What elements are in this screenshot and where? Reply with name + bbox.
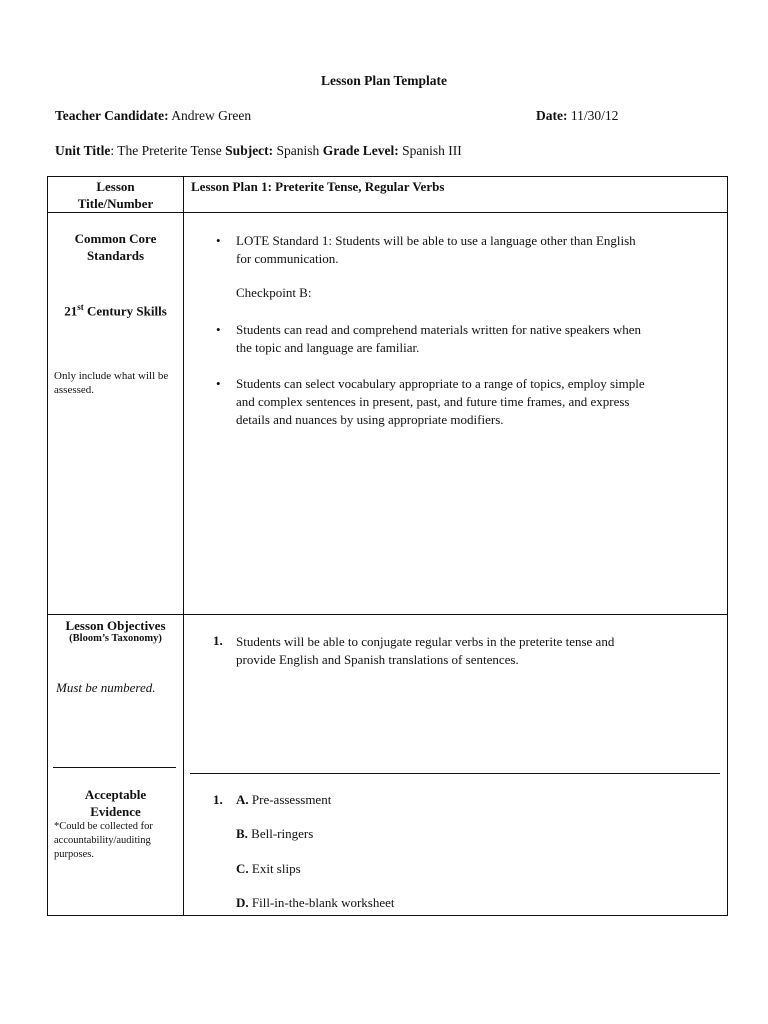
lesson-title-value: Lesson Plan 1: Preterite Tense, Regular Verbs <box>191 179 445 194</box>
unit-line <box>55 143 462 159</box>
grade-label: Grade Level: <box>322 143 399 158</box>
label-line: Title/Number <box>77 196 154 211</box>
item-letter: B. <box>236 826 248 841</box>
label-line: Lesson <box>96 179 135 194</box>
teacher-value: Andrew Green <box>171 108 252 123</box>
item-text: Pre-assessment <box>251 792 332 807</box>
subject-value: Spanish <box>276 143 320 158</box>
bullet-icon: • <box>216 233 221 248</box>
standards-label <box>48 230 183 264</box>
objectives-label: Lesson Objectives <box>65 618 166 633</box>
date-line <box>536 108 618 124</box>
skills-number: 21 <box>64 303 78 319</box>
text-line: purposes. <box>54 849 94 860</box>
label-divider <box>53 767 176 768</box>
date-label: Date: <box>536 108 568 123</box>
text-line: Students can read and comprehend materials written for native speakers when <box>236 322 642 337</box>
teacher-candidate-line <box>55 108 251 124</box>
label-line: Standards <box>86 248 145 263</box>
item-letter: D. <box>236 895 249 910</box>
objective-text <box>236 633 614 669</box>
evidence-item-c <box>236 861 301 877</box>
text-line: accountability/auditing <box>54 835 151 846</box>
evidence-number: 1. <box>213 792 223 807</box>
text-line: *Could be collected for <box>54 821 153 832</box>
text-line: for communication. <box>236 251 339 266</box>
text-line: Students will be able to conjugate regular verbs in the preterite tense and <box>236 634 615 649</box>
item-text: Exit slips <box>251 861 301 876</box>
unit-label: Unit Title <box>55 143 111 158</box>
grade-value: Spanish III <box>402 143 462 158</box>
text-line: details and nuances by using appropriate modifiers. <box>236 412 504 427</box>
objectives-note: Must be numbered. <box>56 680 156 695</box>
evidence-item-d <box>236 895 395 911</box>
text-line: and complex sentences in present, past, and future time frames, and express <box>236 394 630 409</box>
label-line: Evidence <box>90 804 141 819</box>
skills-text: Century Skills <box>83 303 167 319</box>
skills-superscript: st <box>77 302 84 312</box>
blooms-taxonomy-label: (Bloom’s Taxonomy) <box>69 633 162 644</box>
teacher-label: Teacher Candidate: <box>55 108 169 123</box>
item-text: Fill-in-the-blank worksheet <box>251 895 395 910</box>
item-letter: C. <box>236 861 249 876</box>
evidence-note <box>54 820 182 862</box>
text-line: LOTE Standard 1: Students will be able to use a language other than English <box>236 233 636 248</box>
text-line: the topic and language are familiar. <box>236 340 420 355</box>
text-line: Students can select vocabulary appropriate to a range of topics, employ simple <box>236 376 645 391</box>
standards-note: Only include what will be assessed. <box>54 370 169 396</box>
column-divider <box>183 177 184 915</box>
checkpoint-label: Checkpoint B: <box>236 285 312 300</box>
row-divider-1 <box>48 212 727 213</box>
bullet-icon: • <box>216 322 221 337</box>
bullet-icon: • <box>216 376 221 391</box>
row-divider-2 <box>48 614 727 615</box>
content-divider <box>190 773 720 774</box>
subject-label: Subject: <box>225 143 274 158</box>
unit-value: : The Preterite Tense <box>110 143 222 158</box>
label-line: Common Core <box>74 231 157 246</box>
label-line: Acceptable <box>84 787 147 802</box>
objective-number: 1. <box>213 633 223 648</box>
evidence-item-a <box>236 792 331 808</box>
century-skills-label <box>48 299 183 319</box>
document-title: Lesson Plan Template <box>320 73 448 88</box>
text-line: provide English and Spanish translations of sentences. <box>236 652 519 667</box>
date-value: 11/30/12 <box>570 108 619 123</box>
evidence-label <box>48 786 183 820</box>
lesson-title-label <box>48 178 183 212</box>
evidence-item-b <box>236 826 313 842</box>
standards-content <box>216 232 716 429</box>
item-text: Bell-ringers <box>251 826 314 841</box>
standard-bullet-1 <box>216 232 716 268</box>
item-letter: A. <box>236 792 249 807</box>
standard-bullet-3 <box>216 375 716 429</box>
standard-bullet-2 <box>216 321 716 357</box>
